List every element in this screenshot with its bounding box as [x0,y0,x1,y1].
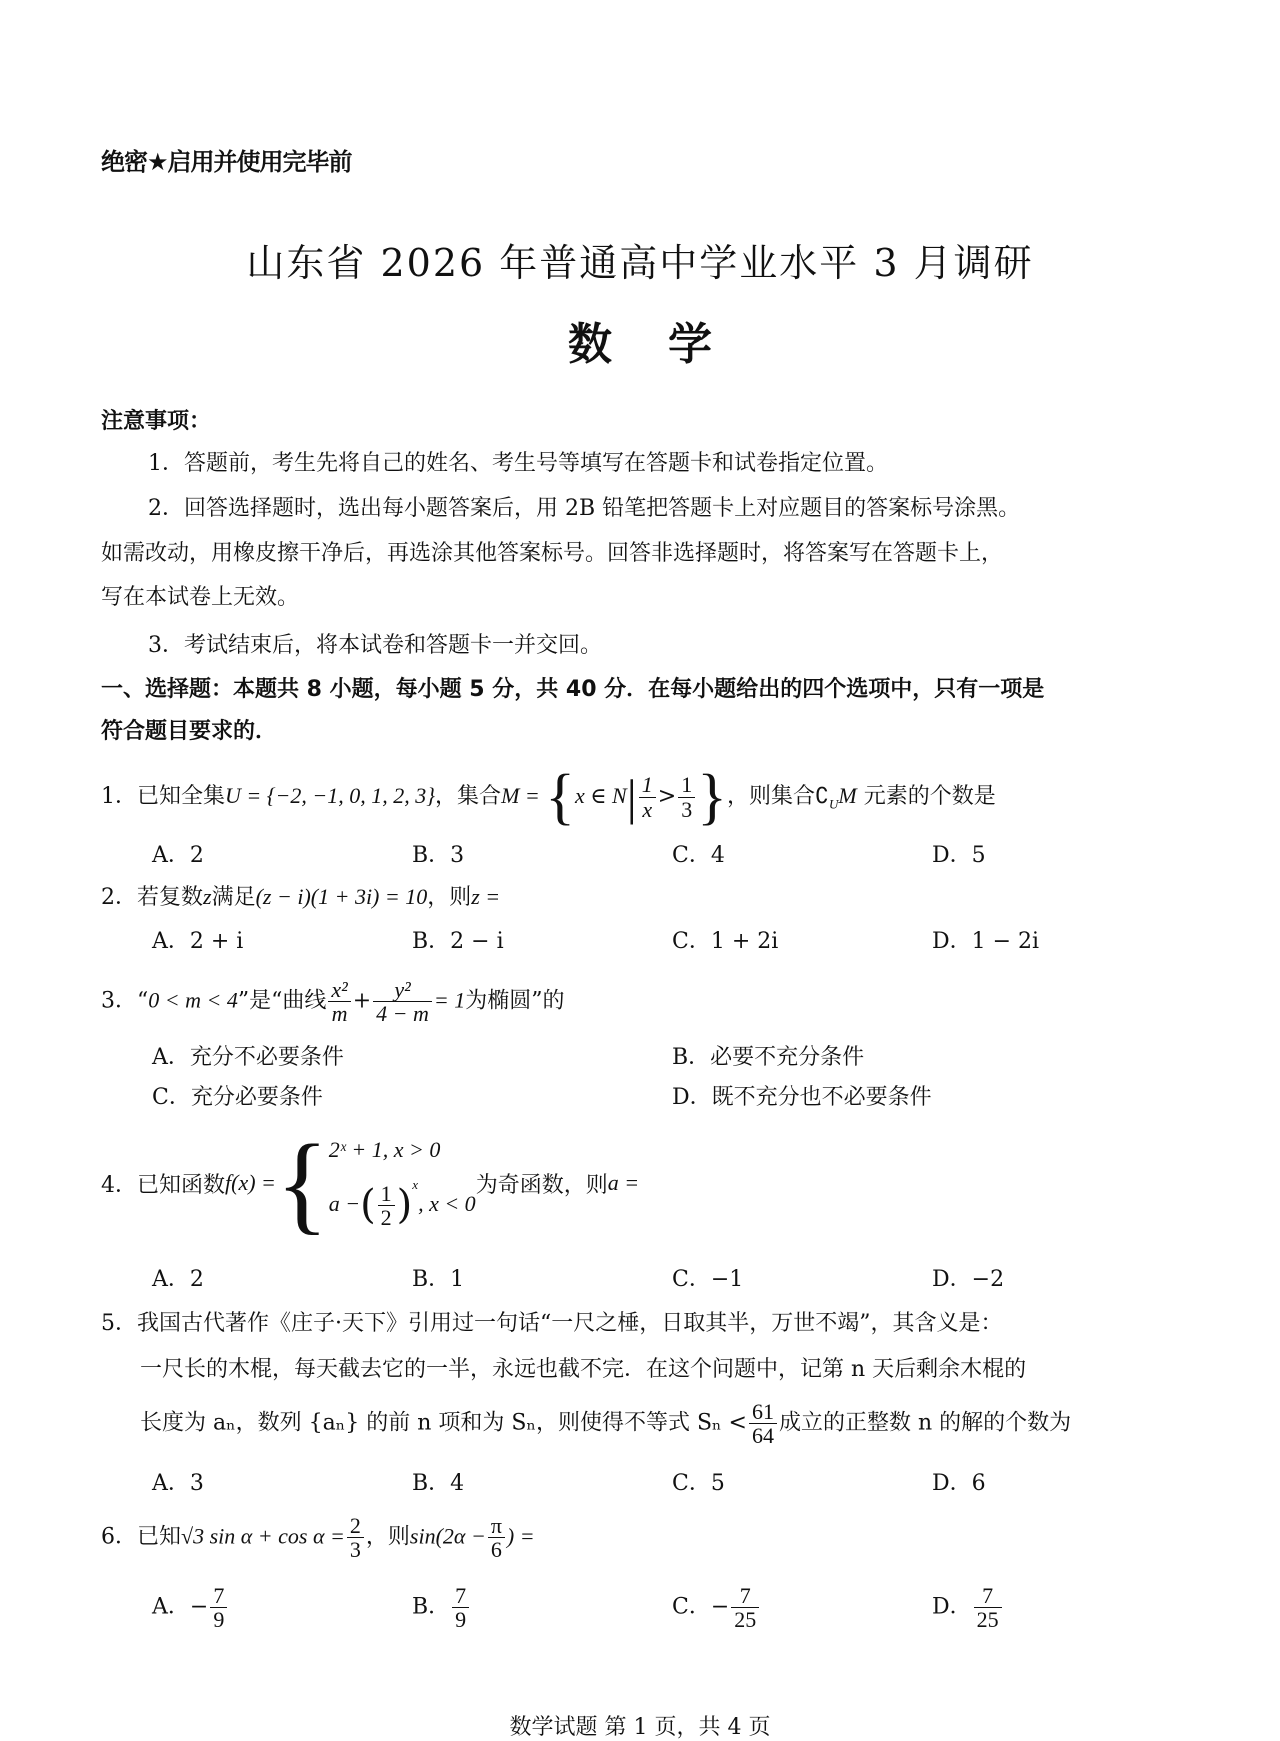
q1-option-a[interactable]: A．2 [152,843,204,868]
q5-line-1: 我国古代著作《庄子·天下》引用过一句话“一尺之棰，日取其半，万世不竭”，其含义是： [137,1311,1003,1336]
q3-text: 是“曲线 [249,988,327,1014]
q1-frac-1: $\frac{1}{x}$ [639,773,656,820]
q3-quote-open: “ [137,988,149,1014]
question-3 [101,978,565,1025]
q6-d-frac: $\frac{7}{25}$ [974,1584,1002,1631]
q3-text2: 为椭圆”的 [465,988,565,1014]
notice-item-2-cont2: 写在本试卷上无效。 [101,585,300,610]
q1-frac-2: $\frac{1}{3}$ [678,773,695,820]
q5-option-d[interactable]: D．6 [932,1471,986,1496]
notice-item-2: 2．回答选择题时，选出每小题答案后，用 2B 铅笔把答题卡上对应题目的答案标号涂黑。 [148,496,1021,521]
q3-option-d[interactable]: D．既不充分也不必要条件 [672,1085,932,1110]
notice-item-3: 3．考试结束后，将本试卷和答题卡一并交回。 [148,633,602,658]
q2-option-a[interactable]: A．2 + i [152,929,244,954]
notice-item-2-cont: 如需改动，用橡皮擦干净后，再选涂其他答案标号。回答非选择题时，将答案写在答题卡上， [101,541,1004,566]
q4-text2: 为奇函数，则 [475,1172,608,1198]
q3-eq: = 1 [433,987,466,1013]
q4-option-b[interactable]: B．1 [412,1267,465,1292]
subject-char-2: 学 [668,319,712,370]
question-4 [101,1122,640,1244]
subject-title [0,308,1280,372]
q3-option-b[interactable]: B．必要不充分条件 [672,1045,865,1070]
q1-option-c[interactable]: C．4 [672,843,725,868]
q1-option-b[interactable]: B．3 [412,843,465,868]
bar-separator: | [626,769,637,825]
notice-item-1: 1．答题前，考生先将自己的姓名、考生号等填写在答题卡和试卷指定位置。 [148,451,888,476]
q6-option-d[interactable]: D． $\frac{7}{25}$ [932,1584,1004,1631]
q1-text-c: ，则集合 [726,784,815,809]
q4-option-a[interactable]: A．2 [152,1267,204,1292]
piecewise-brace: { [275,1122,329,1244]
q6-number: 6． [101,1524,137,1550]
q5-option-b[interactable]: B．4 [412,1471,465,1496]
q4-frac: $\frac{1}{2}$ [378,1182,395,1229]
q5-option-a[interactable]: A．3 [152,1471,204,1496]
notice-heading: 注意事项： [101,409,212,434]
question-6 [101,1514,535,1561]
q6-option-c[interactable]: C．− $\frac{7}{25}$ [672,1584,761,1631]
q6-frac: $\frac{2}{3}$ [347,1514,364,1561]
q6-text2: ，则 [365,1524,410,1550]
subject-char-1: 数 [568,319,612,370]
q4-number: 4． [101,1172,137,1198]
q2-option-c[interactable]: C．1 + 2i [672,929,779,954]
page-footer: 数学试题 第 1 页，共 4 页 [509,1715,771,1740]
left-brace: { [545,763,575,831]
q3-condition: 0 < m < 4 [148,987,238,1013]
q2-z: z [203,884,212,909]
right-brace: } [697,763,727,831]
complement-symbol: ∁ [814,784,829,809]
q2-expr: (z − i)(1 + 3i) = 10 [255,884,428,909]
q1-text-b: ，集合 [435,784,502,809]
complement-sub: U [828,796,839,812]
q3-frac-2: $\frac{\text{y²}}{4 - m}$ [373,978,432,1025]
q4-option-c[interactable]: C．−1 [672,1267,744,1292]
q2-text3: ，则 [427,885,472,910]
question-5 [101,1306,1003,1337]
q5-line-2: 一尺长的木棍，每天截去它的一半，永远也截不完．在这个问题中，记第 n 天后剩余木棍的 [140,1357,1027,1382]
q3-quote-close: ” [237,988,250,1014]
paren-left: ( [360,1182,376,1229]
q1-m: M [838,783,857,808]
q6-frac-pi: $\frac{\pi}{6}$ [488,1514,505,1561]
confidential-label: 绝密★启用并使用完毕前 [101,148,352,176]
q2-text2: 满足 [211,885,256,910]
q6-option-b[interactable]: B． $\frac{7}{9}$ [412,1584,471,1631]
q6-expr: √3 sin α + cos α = [181,1523,345,1549]
q1-number: 1． [101,784,137,809]
q1-option-d[interactable]: D．5 [932,843,986,868]
q3-option-c[interactable]: C．充分必要条件 [152,1085,323,1110]
q2-option-d[interactable]: D．1 − 2i [932,929,1040,954]
section-heading-cont: 符合题目要求的． [101,719,278,744]
q5-frac: $\frac{61}{64}$ [749,1400,777,1447]
q4-option-d[interactable]: D．−2 [932,1267,1005,1292]
q6-b-frac: $\frac{7}{9}$ [452,1584,469,1631]
q4-text: 已知函数 [137,1172,226,1198]
q1-set-m-prefix: M = [501,783,546,808]
section-heading: 一、选择题：本题共 8 小题，每小题 5 分，共 40 分．在每小题给出的四个选项中，只有一项是 [101,677,1045,702]
q3-option-a[interactable]: A．充分不必要条件 [152,1045,344,1070]
q2-text: 若复数 [137,885,204,910]
q1-text-d: 元素的个数是 [863,784,996,809]
q2-option-b[interactable]: B．2 − i [412,929,504,954]
q4-case-1: 2ˣ + 1, x > 0 [328,1137,441,1163]
q5-option-c[interactable]: C．5 [672,1471,725,1496]
q1-set-u: U = {−2, −1, 0, 1, 2, 3} [225,783,436,808]
q6-option-a[interactable]: A．− $\frac{7}{9}$ [152,1584,229,1631]
q6-expr2: sin(2α − [409,1523,486,1549]
q5-number: 5． [101,1311,137,1336]
q1-gt: > [657,784,677,809]
q3-number: 3． [101,988,137,1014]
q3-plus: + [352,988,372,1014]
q4-case-2: a −( $\frac{1}{2}$ )$^x$, x < 0 [328,1177,476,1230]
q6-a-frac: $\frac{7}{9}$ [210,1584,227,1631]
q2-number: 2． [101,885,137,910]
paren-right: ) [396,1182,413,1229]
q1-text-a: 已知全集 [137,784,226,809]
q1-set-m-body: x ∈ N [575,783,627,808]
exam-title: 山东省 2026 年普通高中学业水平 3 月调研 [246,241,1034,285]
q6-text: 已知 [137,1524,182,1550]
q6-expr2-tail: ) = [506,1523,535,1549]
q4-fx: f(x) = [225,1170,276,1195]
question-1 [101,763,996,831]
question-2 [101,880,500,911]
q4-cases [329,1137,476,1229]
q5-line-3: 长度为 aₙ，数列 {aₙ} 的前 n 项和为 Sₙ，则使得不等式 Sₙ < $\frac{61}{64}$ 成立的正整数 n 的解的个数为 [140,1399,1072,1449]
q4-tail: a = [607,1170,640,1195]
q3-frac-1: $\frac{\text{x²}}{m}$ [328,978,350,1025]
q6-c-frac: $\frac{7}{25}$ [731,1584,759,1631]
q2-tail: z = [471,884,501,909]
